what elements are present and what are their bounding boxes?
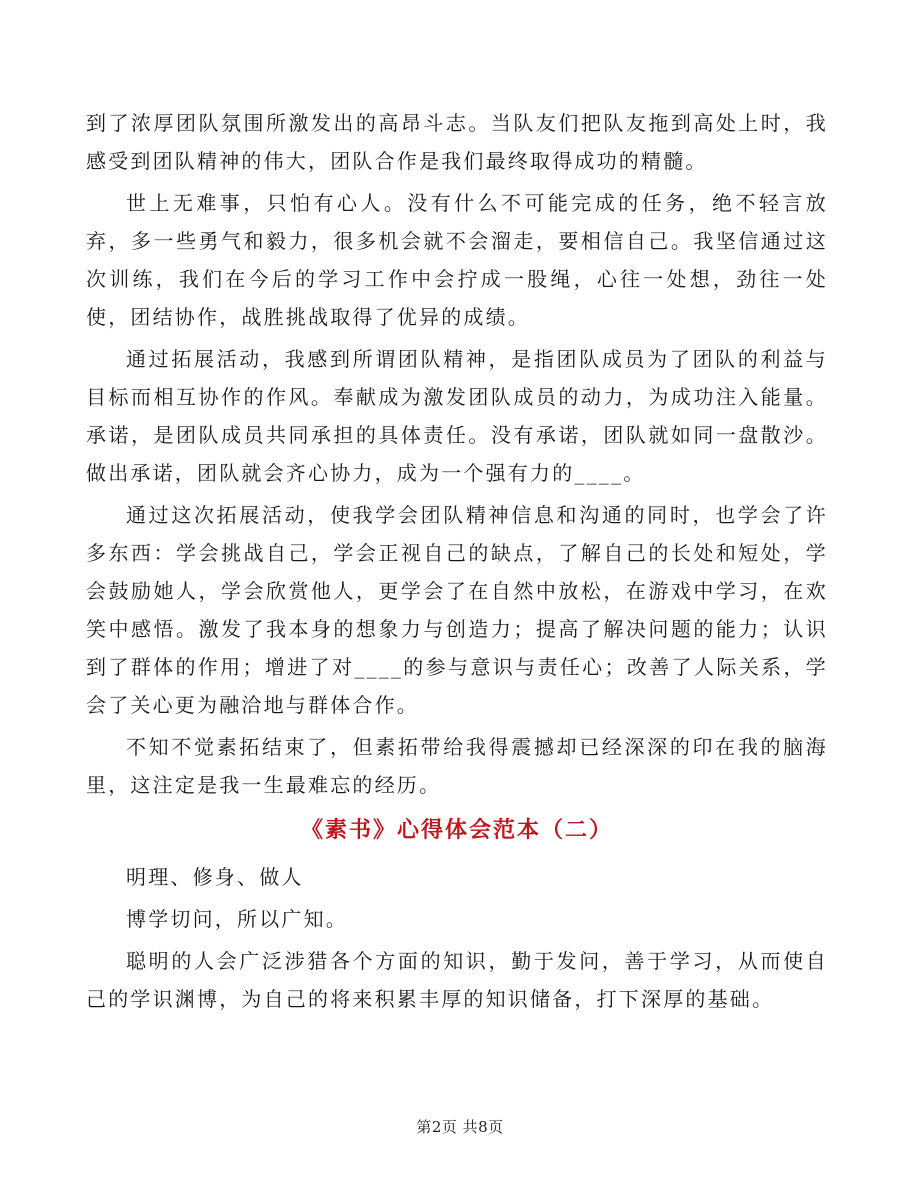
page-number-footer: 第2页 共8页: [416, 1118, 504, 1136]
paragraph: 聪明的人会广泛涉猎各个方面的知识，勤于发问，善于学习，从而使自己的学识渊博，为自己的将来积累丰厚的知识储备，打下深厚的基础。: [86, 949, 828, 1011]
paragraph: 通过这次拓展活动，使我学会团队精神信息和沟通的同时，也学会了许多东西：学会挑战自己，学会正视自己的缺点，了解自己的长处和短处，学会鼓励她人，学会欣赏他人，更学会了在自然中放松，在游戏中学习，在欢笑中感悟。激发了我本身的想象力与创造力；提高了解决问题的能力；认识到了群体的作用；增进了对____的参与意识与责任心；改善了人际关系，学会了关心更为融洽地与群体合作。: [86, 503, 828, 717]
section-title: 《素书》心得体会范本（二）: [300, 817, 613, 843]
paragraph: 世上无难事，只怕有心人。没有什么不可能完成的任务，绝不轻言放弃，多一些勇气和毅力，很多机会就不会溜走，要相信自己。我坚信通过这次训练，我们在今后的学习工作中会拧成一股绳，心往一处想，劲往一处使，团结协作，战胜挑战取得了优异的成绩。: [86, 191, 828, 329]
document-body: [86, 104, 828, 1022]
paragraph: 明理、修身、做人: [126, 865, 304, 889]
paragraph: 不知不觉素拓结束了，但素拓带给我得震撼却已经深深的印在我的脑海里，这注定是我一生最难忘的经历。: [86, 735, 828, 797]
paragraph: 通过拓展活动，我感到所谓团队精神，是指团队成员为了团队的利益与目标而相互协作的作风。奉献成为激发团队成员的动力，为成功注入能量。承诺，是团队成员共同承担的具体责任。没有承诺，团队就如同一盘散沙。做出承诺，团队就会齐心协力，成为一个强有力的____。: [86, 347, 828, 485]
paragraph: 博学切问，所以广知。: [126, 907, 348, 931]
paragraph-continuation: 到了浓厚团队氛围所激发出的高昂斗志。当队友们把队友拖到高处上时，我感受到团队精神的伟大，团队合作是我们最终取得成功的精髓。: [86, 111, 828, 173]
